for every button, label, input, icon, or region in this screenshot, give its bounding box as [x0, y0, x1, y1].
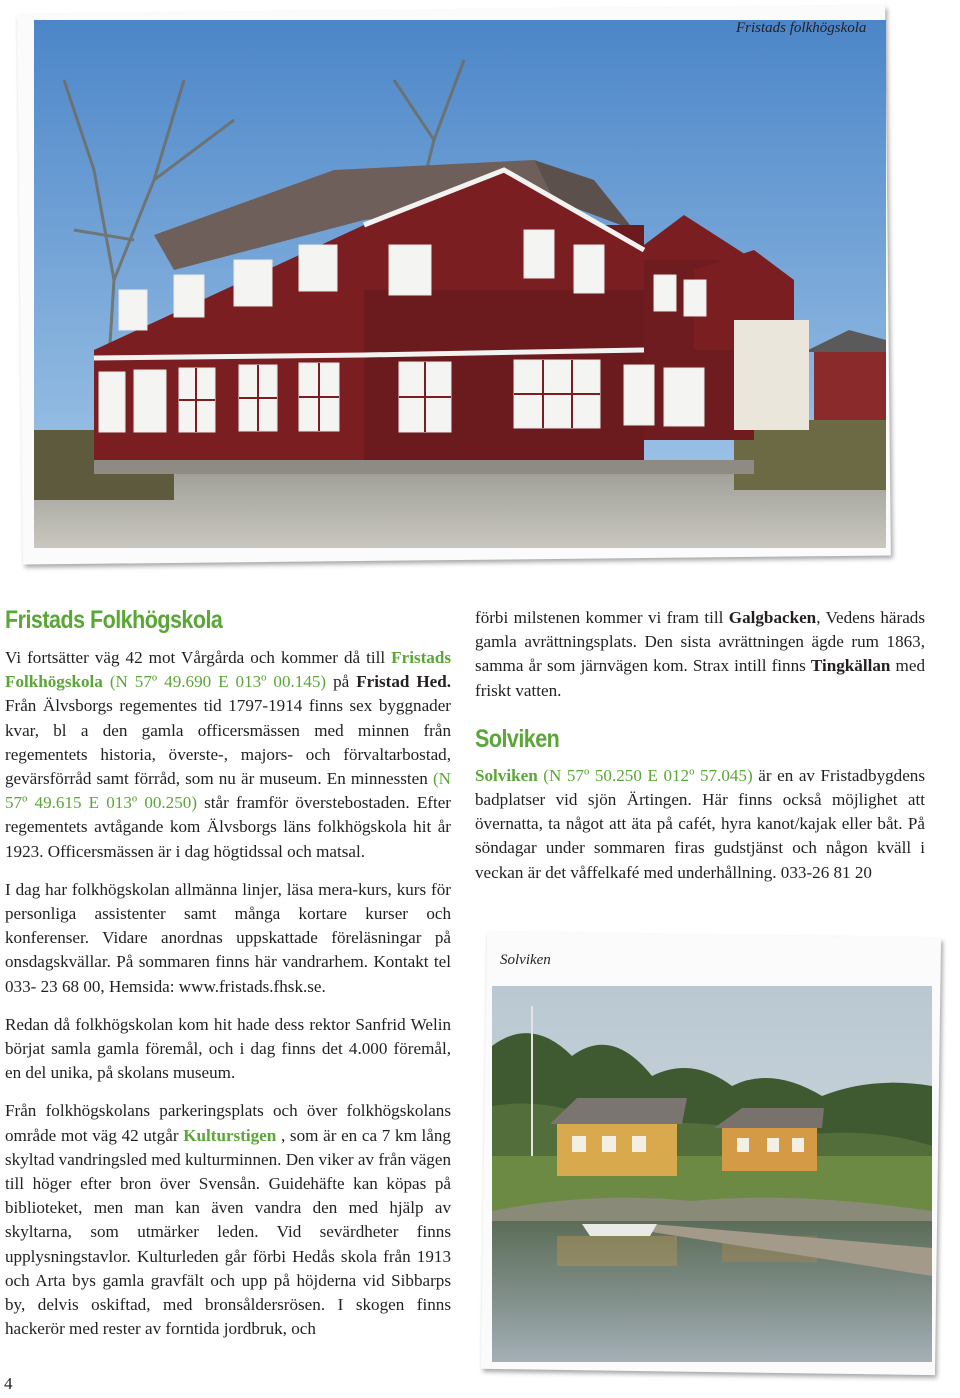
- paragraph-kulturstigen: [5, 1099, 451, 1341]
- photo-caption-solviken: Solviken: [500, 952, 551, 968]
- paragraph-galgbacken: [475, 606, 925, 703]
- heading-fristads-folkhogskola: Fristads Folkhögskola: [5, 606, 223, 634]
- paragraph-museum: Redan då folkhögskolan kom hit hade dess rektor Sanfrid Welin börjat samla gamla föremål, och i dag finns det 4.000 föremål, en del unika, på skolans museum.: [5, 1014, 451, 1083]
- highlight-kulturstigen: Kulturstigen: [183, 1125, 277, 1145]
- highlight-fristads-folkhogskola: Fristads Folkhögskola: [5, 648, 451, 692]
- heading-solviken: Solviken: [475, 724, 560, 753]
- paragraph-fristads-intro: [5, 646, 451, 864]
- bold-galgbacken: Galgbacken: [728, 608, 817, 627]
- photo-school-building: [34, 20, 886, 548]
- page-number: 4: [4, 1374, 13, 1393]
- text-span: Vi fortsätter väg 42 mot Vårgårda och kommer då till: [5, 648, 392, 667]
- text-span: på: [326, 672, 357, 692]
- text-span: Från folkhögskolans parkeringsplats och över folkhögskolans område mot väg 42 utgår: [5, 1101, 451, 1145]
- right-column: [475, 606, 925, 885]
- left-column: [5, 606, 451, 1341]
- paragraph-courses: I dag har folkhögskolan allmänna linjer, läsa mera-kurs, kurs för personliga assistenter samt många kortare kurser och konferenser. Vidare anordnas uppskattade föreläsningar på onsdagskvällar. På sommaren finns här vandrarhem. Kontakt tel 033- 23 68 00, Hemsida: www.fristads.fhsk.se.: [5, 879, 451, 996]
- coordinates-school: (N 57º 49.690 E 013º 00.145): [102, 672, 327, 692]
- highlight-solviken: Solviken: [475, 765, 538, 785]
- photo-solviken-lake: [492, 986, 932, 1362]
- text-span: är en av Fristadbygdens badplatser vid sjön Ärtingen. Här finns också möjlighet att övernatta, ta något att äta på cafét, hyra kanot/kajak eller båt. På söndagar under sommaren firas gudstjänst och någon kväll i veckan är det våffelkafé med underhållning. 033-26 81 20: [475, 765, 925, 882]
- coordinates-solviken: (N 57º 50.250 E 012º 57.045): [537, 765, 753, 785]
- photo-caption-school: Fristads folkhögskola: [736, 20, 867, 36]
- text-span: , som är en ca 7 km lång skyltad vandringsled med kulturminnen. Den viker av från vägen till höger efter bron över Svensån. Guidehäfte kan köpas på biblioteket, men man kan även vandra den med hjälp av skyltarna, som utmärker leden. Vid sevärdheter finns upplysningstavlor. Kulturleden går förbi Hedås skola från 1913 och Arta bys gamla gravfält och upp på höjderna vid Sibbarps by, delvis oskiftad, med bronsåldersrösen. I skogen finns hackerör med rester av forntida jordbruk, och: [5, 1125, 451, 1339]
- text-span: står framför överstebostaden. Efter regementets avtågande kom Älvsborgs läns folkhögskola hit år 1923. Officersmässen är i dag högtidssal och matsal.: [5, 793, 451, 861]
- coordinates-memorial-stone: (N 57º 49.615 E 013º 00.250): [5, 769, 451, 813]
- text-span: med friskt vatten.: [475, 656, 925, 700]
- text-span: förbi milstenen kommer vi fram till: [475, 608, 729, 627]
- paragraph-solviken: [475, 764, 925, 885]
- bold-fristad-hed: Fristad Hed.: [356, 672, 451, 692]
- text-span: , Vedens härads gamla avrättningsplats. Den sista avrättningen ägde rum 1863, samma år som järnvägen kom. Strax intill finns: [475, 608, 925, 676]
- bold-tingkallan: Tingkällan: [810, 656, 891, 676]
- text-span: Från Älvsborgs regementes tid 1797-1914 finns sex byggnader kvar, bl a den gamla officersmässen med minnen från regementets historia, överste-, majors- och förvaltarbostad, gevärsförråd samt förråd, som nu är museum. En minnessten: [5, 696, 451, 789]
